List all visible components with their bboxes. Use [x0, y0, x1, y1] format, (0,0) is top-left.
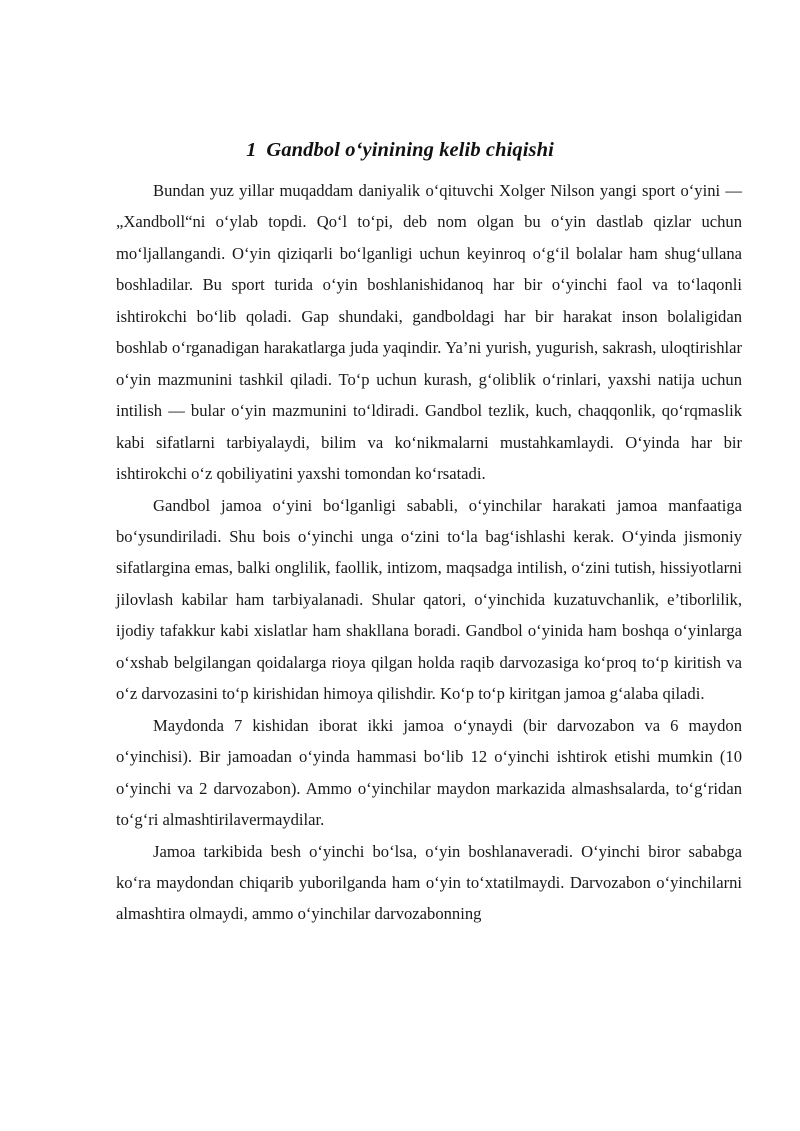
paragraph-substitutions: Jamoa tarkibida besh o‘yinchi bo‘lsa, o‘yin boshlanaveradi. O‘yinchi biror sababga ko‘ra maydondan chiqarib yuborilganda ham o‘yin to‘xtatilmaydi. Darvozabon o‘yinchilarni almashtira olmaydi, ammo o‘yinchilar darvozabonning — [116, 841, 742, 924]
body-text — [116, 175, 742, 930]
paragraph-team-game: Gandbol jamoa o‘yini bo‘lganligi sababli, o‘yinchilar harakati jamoa manfaatiga bo‘ysundiriladi. Shu bois o‘yinchi unga o‘zini to‘la bag‘ishlashi kerak. O‘yinda jismoniy sifatlargina emas, balki onglilik, faollik, intizom, maqsadga intilish, o‘zini tutish, hissiyotlarni jilovlash kabilar ham tarbiyalanadi. Shular qatori, o‘yinchida kuzatuvchanlik, e’tiborlilik, ijodiy tafakkur kabi xislatlar ham shakllana boradi. Gandbol o‘yinida ham boshqa o‘yinlarga o‘xshab belgilangan qoidalarga rioya qilgan holda raqib darvozasiga ko‘proq to‘p kiritish va o‘z darvozasini to‘p kirishidan himoya qilishdir. Ko‘p to‘p kiritgan jamoa g‘alaba qiladi. — [116, 495, 742, 704]
section-heading — [0, 139, 800, 162]
paragraph-team-composition: Maydonda 7 kishidan iborat ikki jamoa o‘ynaydi (bir darvozabon va 6 maydon o‘yinchisi). Bir jamoadan o‘yinda hammasi bo‘lib 12 o‘yinchi ishtirok etishi mumkin (10 o‘yinchi va 2 darvozabon). Ammo o‘yinchilar maydon markazida almashsalarda, to‘g‘ridan to‘g‘ri almashtirilavermaydilar. — [116, 715, 742, 830]
section-number: 1 — [246, 139, 257, 161]
section-title: Gandbol o‘yinining kelib chiqishi — [266, 139, 554, 161]
paragraph-origin: Bundan yuz yillar muqaddam daniyalik o‘qituvchi Xolger Nilson yangi sport o‘yini — „Xandboll“ni o‘ylab topdi. Qo‘l to‘pi, deb nom olgan bu o‘yin dastlab qizlar uchun mo‘ljallangandi. O‘yin qiziqarli bo‘lganligi uchun keyinroq o‘g‘il bolalar ham shug‘ullana boshladilar. Bu sport turida o‘yin boshlanishidanoq har bir o‘yinchi faol va to‘laqonli ishtirokchi bo‘lib qoladi. Gap shundaki, gandboldagi har bir harakat inson bolaligidan boshlab o‘rganadigan harakatlarga juda yaqindir. Ya’ni yurish, yugurish, sakrash, uloqtirishlar o‘yin mazmunini tashkil qiladi. To‘p uchun kurash, g‘oliblik o‘rinlari, yaxshi natija uchun intilish — bular o‘yin mazmunini to‘ldiradi. Gandbol tezlik, kuch, chaqqonlik, qo‘rqmaslik kabi sifatlarni tarbiyalaydi, bilim va ko‘nikmalarni mustahkamlaydi. O‘yinda har bir ishtirokchi o‘z qobiliyatini yaxshi tomondan ko‘rsatadi. — [116, 181, 742, 484]
